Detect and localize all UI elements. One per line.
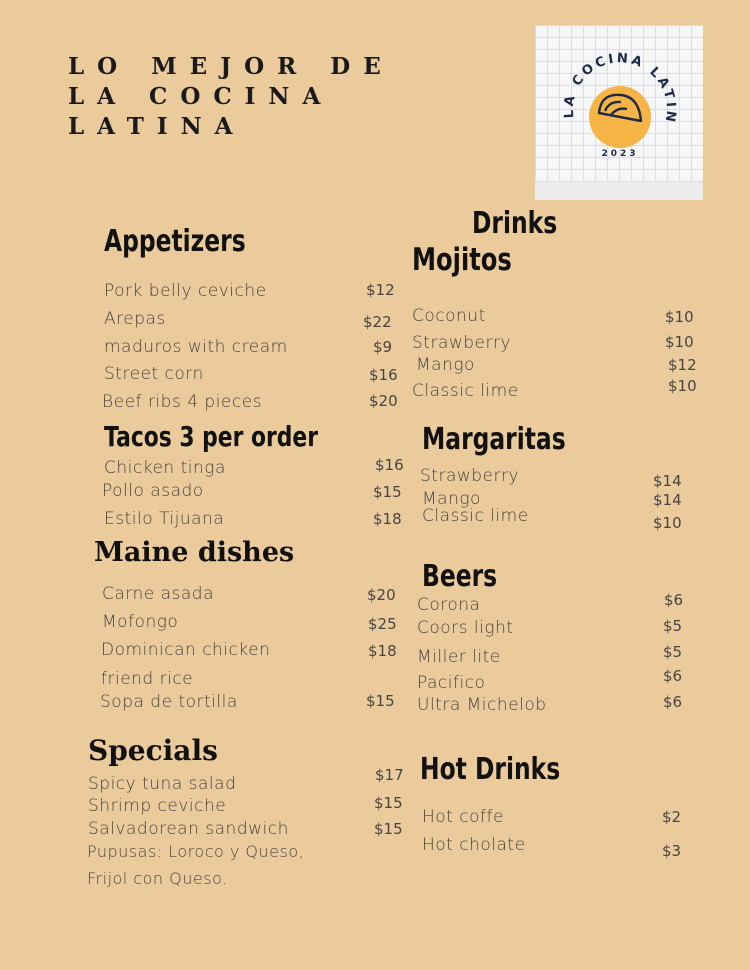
margarita-item-price: $10 — [653, 514, 682, 532]
appetizer-item-name: Beef ribs 4 pieces — [102, 392, 263, 412]
appetizer-item-price: $20 — [369, 392, 398, 410]
hot-drinks-heading: Hot Drinks — [420, 752, 561, 787]
logo-year: 2023 — [601, 149, 639, 159]
taco-item-price: $15 — [373, 483, 402, 501]
maine-item-name: Dominican chicken — [101, 640, 271, 660]
specials-heading: Specials — [88, 734, 218, 767]
maine-item-name: friend rice — [101, 669, 194, 689]
appetizer-item-name: Pork belly ceviche — [104, 281, 267, 301]
hot-drink-item-price: $2 — [662, 808, 682, 826]
appetizer-item-name: maduros with cream — [104, 337, 288, 357]
logo-card — [535, 25, 703, 200]
logo-emblem — [535, 25, 703, 182]
mojito-item-price: $10 — [665, 308, 694, 326]
special-item-name: Spicy tuna salad — [88, 774, 237, 794]
mojitos-heading: Mojitos — [412, 242, 512, 278]
taco-item-name: Chicken tinga — [104, 458, 226, 478]
special-item-price: $15 — [374, 794, 403, 812]
maine-item-name: Sopa de tortilla — [100, 692, 238, 712]
logo-arc-text: LA COCINA LATIN — [561, 51, 679, 126]
appetizer-item-name: Street corn — [104, 364, 204, 384]
margaritas-heading: Margaritas — [422, 422, 566, 457]
menu-title-line-1: LO MEJOR DE — [68, 53, 394, 80]
taco-item-name: Pollo asado — [102, 481, 204, 501]
appetizer-item-price: $9 — [373, 338, 393, 356]
margarita-item-price: $14 — [653, 472, 682, 490]
beer-item-price: $5 — [663, 617, 683, 635]
margarita-item-price: $14 — [653, 491, 682, 509]
appetizer-item-price: $12 — [366, 281, 395, 299]
maine-item-name: Carne asada — [102, 584, 215, 604]
mojito-item-price: $12 — [668, 356, 697, 374]
special-item-price: $15 — [374, 820, 403, 838]
special-item-name: Pupusas: Loroco y Queso, — [87, 842, 305, 861]
maine-item-price: $18 — [368, 642, 397, 660]
mojito-item-name: Coconut — [412, 306, 486, 326]
tacos-heading: Tacos 3 per order — [104, 420, 318, 453]
taco-item-name: Estilo Tijuana — [104, 509, 225, 529]
special-item-name: Salvadorean sandwich — [88, 819, 289, 839]
beer-item-name: Miller lite — [417, 647, 501, 667]
beer-item-price: $6 — [664, 591, 684, 609]
beer-item-name: Pacifico — [417, 673, 486, 693]
menu-title — [68, 52, 394, 142]
maine-dishes-heading: Maine dishes — [94, 537, 295, 568]
maine-item-price: $25 — [368, 615, 397, 633]
menu-title-line-3: LATINA — [68, 113, 246, 140]
beer-item-name: Ultra Michelob — [417, 695, 547, 715]
mojito-item-name: Classic lime — [412, 381, 519, 401]
beer-item-name: Corona — [417, 595, 481, 615]
appetizer-item-name: Arepas — [104, 309, 166, 329]
appetizer-item-price: $16 — [369, 366, 398, 384]
mojito-item-price: $10 — [665, 333, 694, 351]
hot-drink-item-price: $3 — [662, 842, 682, 860]
taco-item-price: $18 — [373, 510, 402, 528]
margarita-item-name: Mango — [422, 489, 481, 509]
beer-item-price: $5 — [663, 643, 683, 661]
beer-item-name: Coors light — [417, 618, 514, 638]
maine-item-price: $15 — [366, 692, 395, 710]
maine-item-name: Mofongo — [102, 612, 179, 632]
hot-drink-item-name: Hot cholate — [422, 835, 526, 855]
special-item-name: Shrimp ceviche — [88, 796, 227, 816]
special-item-name: Frijol con Queso. — [87, 869, 228, 888]
maine-item-price: $20 — [367, 586, 396, 604]
margarita-item-name: Classic lime — [422, 506, 529, 526]
appetizer-item-price: $22 — [363, 313, 392, 331]
special-item-price: $17 — [375, 766, 404, 784]
taco-item-price: $16 — [375, 456, 404, 474]
mojito-item-name: Mango — [416, 355, 475, 375]
menu-title-line-2: LA COCINA — [68, 83, 334, 110]
drinks-heading: Drinks — [472, 206, 558, 241]
beer-item-price: $6 — [663, 667, 683, 685]
mojito-item-price: $10 — [668, 377, 697, 395]
beer-item-price: $6 — [663, 693, 683, 711]
appetizers-heading: Appetizers — [104, 224, 246, 259]
mojito-item-name: Strawberry — [412, 333, 512, 353]
margarita-item-name: Strawberry — [420, 466, 520, 486]
hot-drink-item-name: Hot coffe — [422, 807, 504, 827]
beers-heading: Beers — [422, 559, 498, 594]
